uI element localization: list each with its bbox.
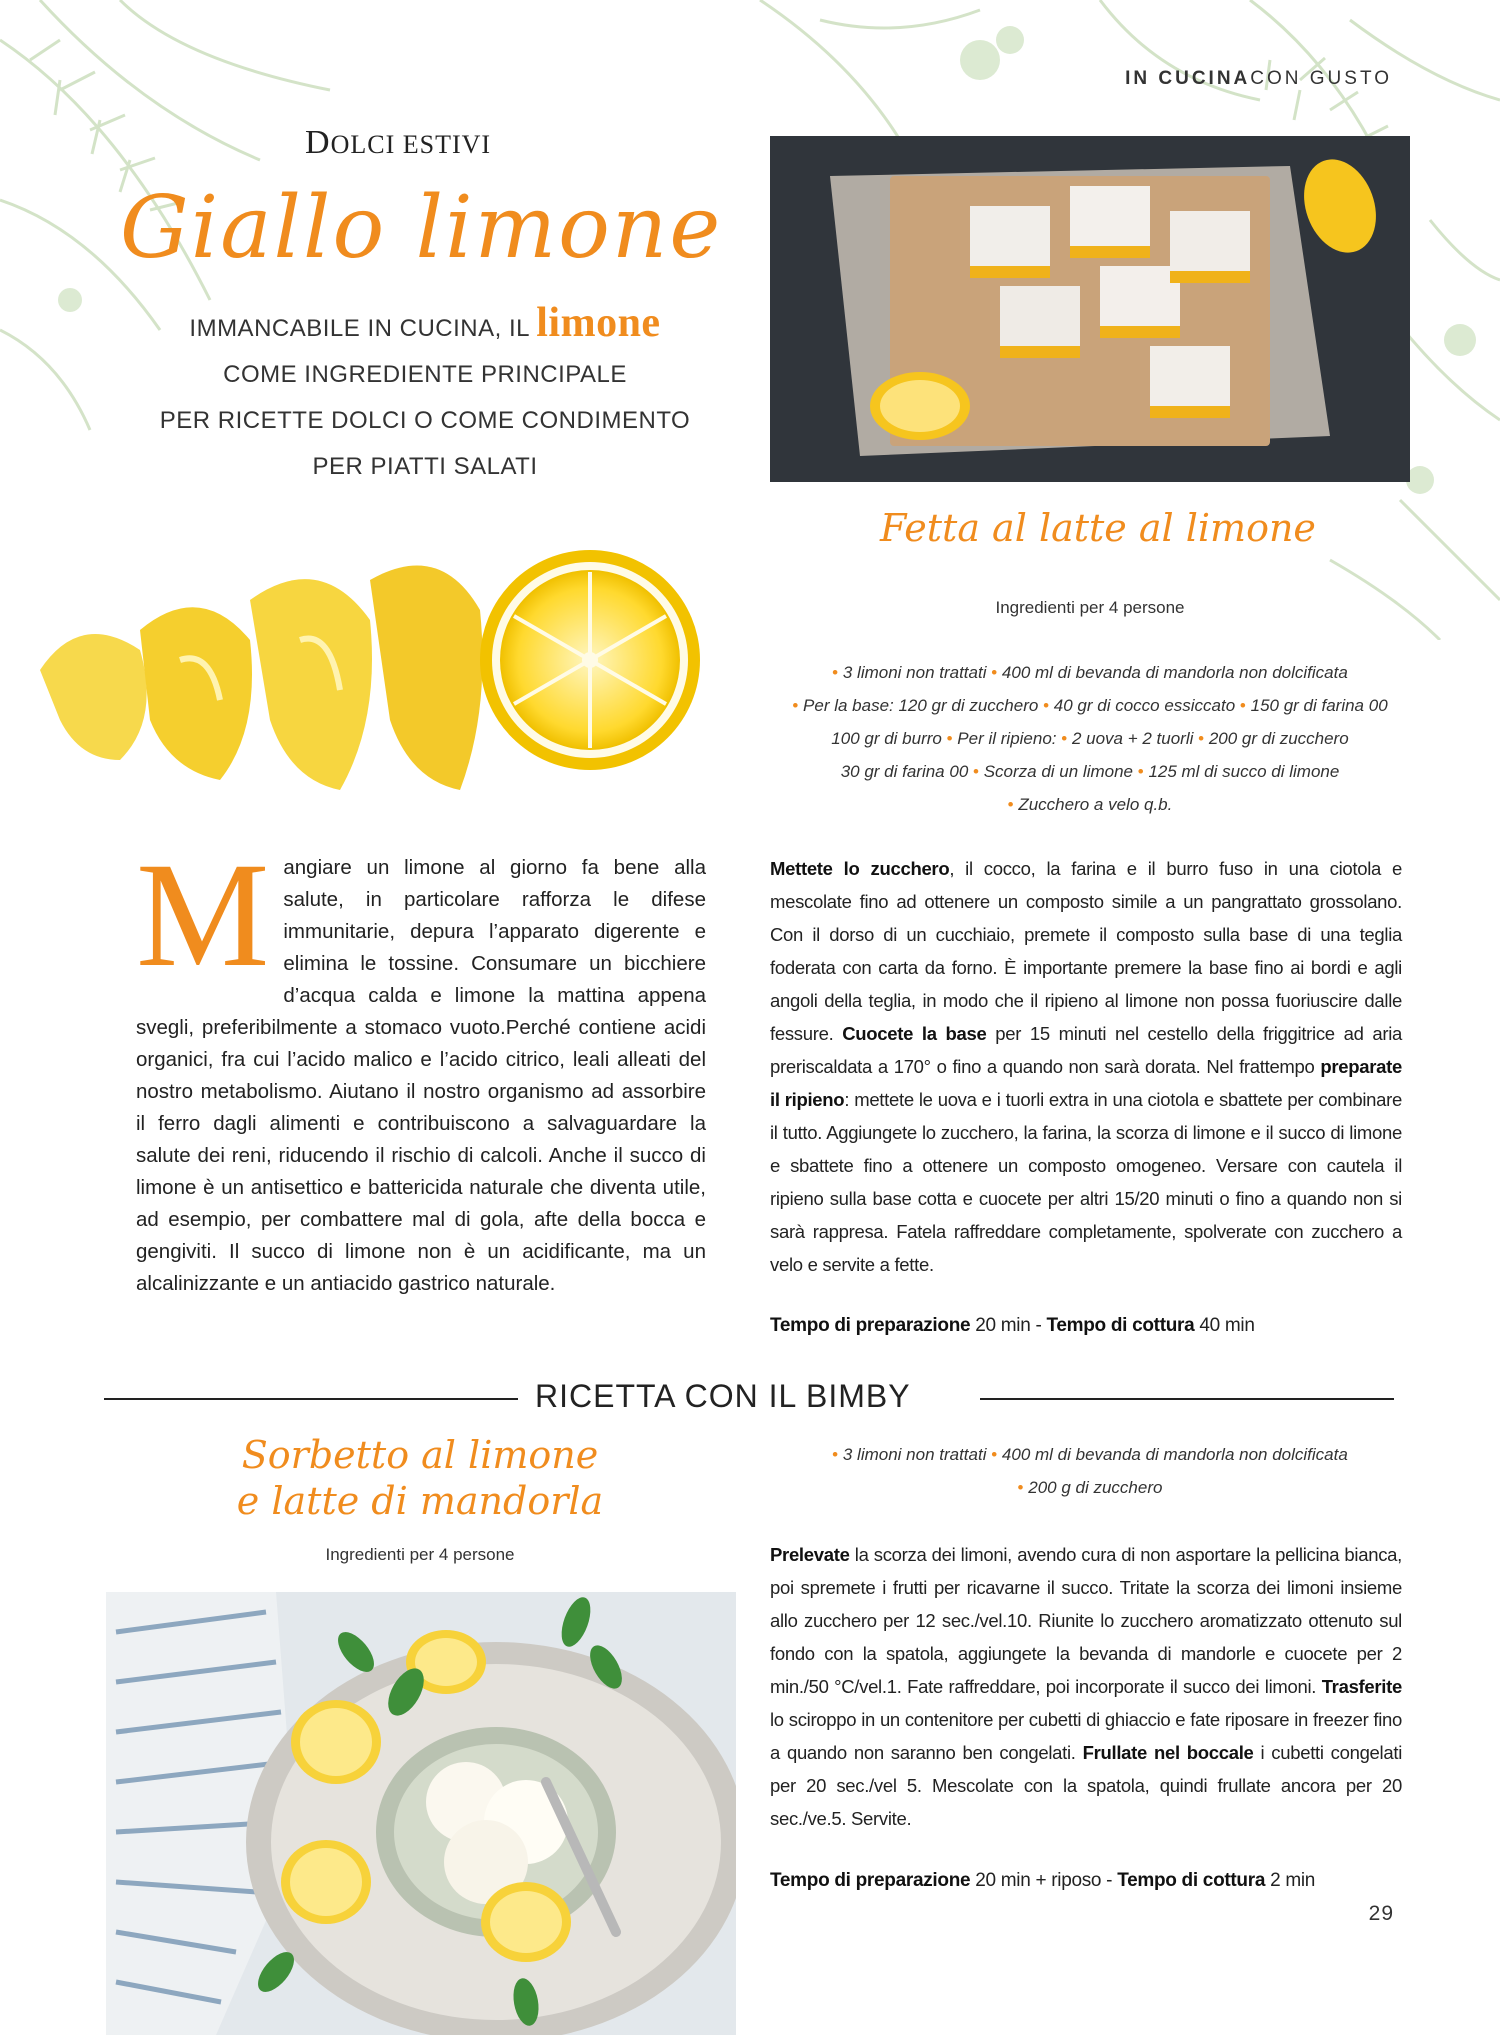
method-step-lead: Prelevate <box>770 1544 850 1565</box>
ingredient: 2 uova + 2 tuorli <box>1071 729 1194 748</box>
ingredient: 400 ml di bevanda di mandorla non dolcificata <box>1001 663 1348 682</box>
method-step-text: : mettete le uova e i tuorli extra in una ciotola e sbattete per combinare il tutto. Aggiungete lo zucchero, la farina, la scorza di limone e il succo di limone e sbattete fino a ottenere un composto omogeneo. Versare con cautela il ripieno sulla base cotta e cuocete per altri 15/20 minuti o fino a quando non si sarà rappresa. Fatela raffreddare completamente, spolverate con zucchero a velo e servite a fette. <box>770 1089 1402 1275</box>
prep-time-value: 20 min + riposo - <box>970 1870 1118 1891</box>
bullet-dot-icon: • <box>1007 795 1014 814</box>
divider-line-left <box>104 1398 518 1400</box>
intro-line-2: COME INGREDIENTE PRINCIPALE <box>223 361 627 388</box>
ingredient: 3 limoni non trattati <box>842 663 987 682</box>
recipe1-serves: Ingredienti per 4 persone <box>995 598 1185 617</box>
feature-intro <box>110 300 740 490</box>
cook-time-value: 2 min <box>1265 1870 1316 1891</box>
recipe2-serves: Ingredienti per 4 persone <box>325 1545 515 1564</box>
cook-time-value: 40 min <box>1194 1315 1255 1336</box>
ingredient: 400 ml di bevanda di mandorla non dolcificata <box>1001 1445 1348 1464</box>
cook-time-label: Tempo di cottura <box>1046 1315 1195 1336</box>
recipe2-method <box>770 1538 1402 1835</box>
article-dropcap: M <box>136 832 270 998</box>
method-step-text: la scorza dei limoni, avendo cura di non asportare la pellicina bianca, poi spremete i frutti per ricavarne il succo. Tritate la scorza dei limoni insieme allo zucchero per 12 sec./vel.10. Riunite lo zucchero aromatizzato ottenuto sul fondo con la spatola, aggiungete la bevanda di mandorle e cuocete per 2 min./50 °C/vel.1. Fate raffreddare, poi incorporate il succo dei limoni. <box>770 1544 1402 1697</box>
bullet-dot-icon: • <box>1198 729 1205 748</box>
bullet-dot-icon: • <box>792 696 799 715</box>
method-step-text: per 15 minuti nel cestello della friggitrice ad aria preriscaldata a 170° o fino a quando non sarà dorata. Nel frattempo <box>770 1023 1402 1077</box>
feature-kicker <box>305 124 491 162</box>
bullet-dot-icon: • <box>991 1445 998 1464</box>
method-step-lead: Trasferite <box>1321 1676 1402 1697</box>
recipe2-ingredients <box>770 1438 1410 1504</box>
recipe2-photo <box>106 1592 736 2035</box>
intro-line-3: PER RICETTE DOLCI O COME CONDIMENTO <box>159 407 691 434</box>
recipe2-title <box>100 1432 740 1524</box>
kicker-initial: D <box>305 124 331 161</box>
method-step-text: i cubetti congelati per 20 sec./vel 5. Mescolate con la spatola, quindi frullate ancora per 20 sec./ve.5. Servite. <box>770 1742 1402 1829</box>
recipe1-photo <box>770 136 1410 482</box>
method-step-text: lo sciroppo in un contenitore per cubetti di ghiaccio e fate riposare in freezer fino a quando non saranno ben congelati. <box>770 1709 1402 1763</box>
bullet-dot-icon: • <box>973 762 979 781</box>
bullet-dot-icon: • <box>1239 696 1246 715</box>
prep-time-label: Tempo di preparazione <box>770 1870 971 1891</box>
method-step-lead: Mettete lo zucchero <box>770 858 950 879</box>
feature-title: Giallo limone <box>120 178 723 278</box>
bullet-dot-icon: • <box>991 663 998 682</box>
section-header <box>1125 68 1392 90</box>
ingredient: Per la base: 120 gr di zucchero <box>803 696 1039 715</box>
lemon-article <box>136 832 706 1300</box>
method-step-lead: Frullate nel boccale <box>1082 1742 1254 1763</box>
ingredient: 30 gr di farina 00 <box>840 762 969 781</box>
intro-line-1: IMMANCABILE IN CUCINA, IL <box>189 315 530 342</box>
bullet-dot-icon: • <box>1061 729 1068 748</box>
recipe2-times <box>770 1870 1315 1892</box>
method-step-lead: Cuocete la base <box>842 1023 987 1044</box>
ingredient: 125 ml di succo di limone <box>1148 762 1340 781</box>
ingredient: Zucchero a velo q.b. <box>1018 795 1173 814</box>
intro-line-4: PER PIATTI SALATI <box>312 453 538 480</box>
bullet-dot-icon: • <box>832 663 839 682</box>
section-divider-title: RICETTA CON IL BIMBY <box>535 1378 911 1414</box>
method-step-lead: preparate il ripieno <box>770 1056 1402 1110</box>
section-subname: CON GUSTO <box>1250 68 1392 89</box>
ingredient: 200 g di zucchero <box>1028 1478 1163 1497</box>
ingredient: 200 gr di zucchero <box>1208 729 1349 748</box>
bullet-dot-icon: • <box>1017 1478 1024 1497</box>
kicker-rest: OLCI ESTIVI <box>330 130 492 159</box>
page-number: 29 <box>1368 1902 1394 1925</box>
bullet-dot-icon: • <box>1137 762 1144 781</box>
recipe2-title-line-2: e latte di mandorla <box>236 1479 604 1523</box>
intro-highlight: limone <box>536 300 661 346</box>
bullet-dot-icon: • <box>832 1445 839 1464</box>
prep-time-value: 20 min - <box>970 1315 1047 1336</box>
ingredient: 3 limoni non trattati <box>842 1445 987 1464</box>
ingredient: 40 gr di cocco essiccato <box>1053 696 1236 715</box>
recipe1-ingredients <box>760 656 1420 821</box>
recipe1-method <box>770 852 1402 1281</box>
ingredient: 150 gr di farina 00 <box>1250 696 1388 715</box>
prep-time-label: Tempo di preparazione <box>770 1315 971 1336</box>
recipe2-title-line-1: Sorbetto al limone <box>241 1433 599 1477</box>
method-step-text: , il cocco, la farina e il burro fuso in una ciotola e mescolate fino ad ottenere un composto simile a un pangrattato grossolano. Con il dorso di un cucchiaio, premete il composto sulla base di una teglia foderata con carta da forno. È importante premere la base fino ai bordi e agli angoli della teglia, in modo che il ripieno al limone non possa fuoriuscire dalle fessure. <box>770 858 1402 1044</box>
ingredient: Scorza di un limone <box>983 762 1134 781</box>
cook-time-label: Tempo di cottura <box>1117 1870 1266 1891</box>
recipe1-times <box>770 1315 1255 1337</box>
lemon-peel-image <box>20 520 720 820</box>
article-text: angiare un limone al giorno fa bene alla salute, in particolare rafforza le difese immunitarie, depura l’apparato digerente e elimina le tossine. Consumare un bicchiere d’acqua calda e limone la mattina appena svegli, preferibilmente a stomaco vuoto.Perché contiene acidi organici, fra cui l’acido malico e l’acido citrico, leali alleati del nostro metabolismo. Aiutano il nostro organismo ad assorbire il ferro dagli alimenti e contribuiscono a salvaguardare la salute dei reni, riducendo il rischio di calcoli. Anche il succo di limone è un antisettico e battericida naturale che diventa utile, ad esempio, per combattere mal di gola, afte della bocca e gengiviti. Il succo di limone non è un acidificante, ma un alcalinizzante e un antiacido gastrico naturale. <box>136 856 706 1295</box>
section-name: IN CUCINA <box>1125 68 1251 89</box>
recipe1-title: Fetta al latte al limone <box>880 506 1316 550</box>
divider-line-right <box>980 1398 1394 1400</box>
bullet-dot-icon: • <box>1043 696 1050 715</box>
ingredient: Per il ripieno: <box>957 729 1057 748</box>
ingredient: 100 gr di burro <box>831 729 942 748</box>
bullet-dot-icon: • <box>946 729 953 748</box>
